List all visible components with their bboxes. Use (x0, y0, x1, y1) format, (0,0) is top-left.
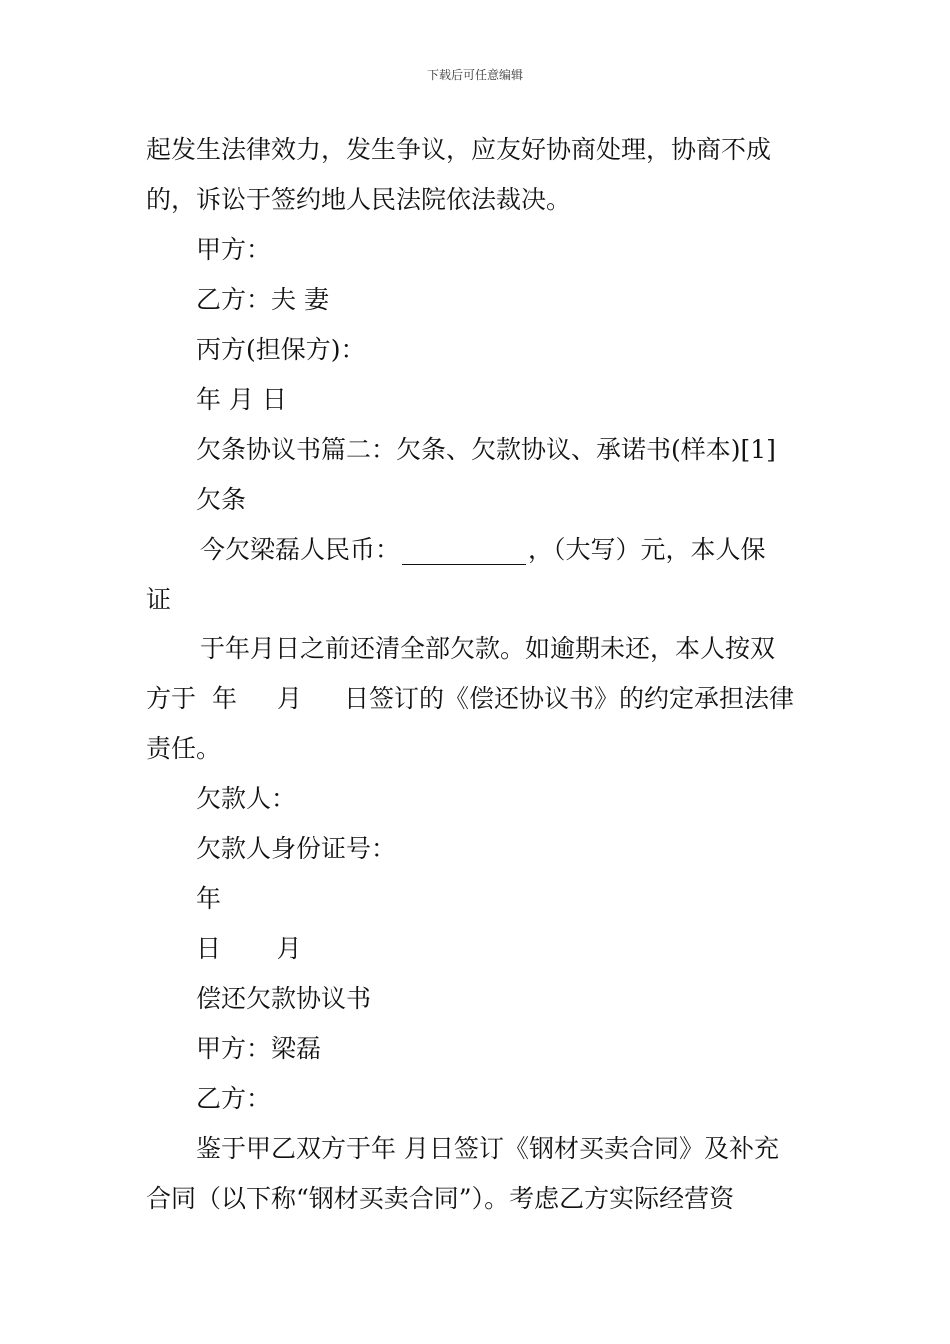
text-line: 责任。 (146, 734, 222, 763)
iou-amount-line (200, 535, 766, 565)
repay-year: 年 (212, 684, 238, 713)
text-line: 的，诉讼于签约地人民法院依法裁决。 (146, 185, 572, 214)
repay-line: 于年月日之前还清全部欠款。如逾期未还，本人按双 (200, 634, 776, 663)
text-line: 证 (146, 585, 172, 614)
agreement-title: 偿还欠款协议书 (196, 984, 372, 1013)
text-line: 起发生法律效力，发生争议，应友好协商处理，协商不成 (146, 135, 772, 164)
agreement-party-b: 乙方： (196, 1084, 272, 1113)
page-header: 下载后可任意编辑 (426, 68, 523, 82)
section-title: 欠条协议书篇二：欠条、欠款协议、承诺书(样本)[1] (196, 435, 776, 464)
agreement-party-a: 甲方：梁磊 (196, 1034, 322, 1063)
iou-prefix: 今欠梁磊人民币： (200, 535, 401, 564)
repay-text: 日签订的《偿还协议书》的约定承担法律 (344, 684, 795, 713)
agreement-paragraph: 鉴于甲乙双方于年 月日签订《钢材买卖合同》及补充 (196, 1134, 779, 1163)
day-month-label: 日 月 (196, 934, 302, 963)
repay-text: 方于 (146, 684, 197, 713)
agreement-paragraph: 合同（以下称“钢材买卖合同”）。考虑乙方实际经营资 (146, 1184, 735, 1213)
debtor-label: 欠款人： (196, 784, 297, 813)
guarantor-label: 丙方(担保方)： (196, 335, 366, 364)
iou-title: 欠条 (196, 485, 247, 514)
party-b-label: 乙方：夫 妻 (196, 285, 329, 314)
year-label: 年 (196, 884, 222, 913)
iou-suffix: ，（大写）元，本人保 (528, 535, 766, 564)
date-line: 年 月 日 (196, 385, 287, 414)
repay-month: 月 (277, 684, 303, 713)
repay-line (146, 684, 794, 714)
party-a-label: 甲方： (196, 235, 272, 264)
debtor-id-label: 欠款人身份证号： (196, 834, 397, 863)
amount-blank (402, 540, 526, 565)
